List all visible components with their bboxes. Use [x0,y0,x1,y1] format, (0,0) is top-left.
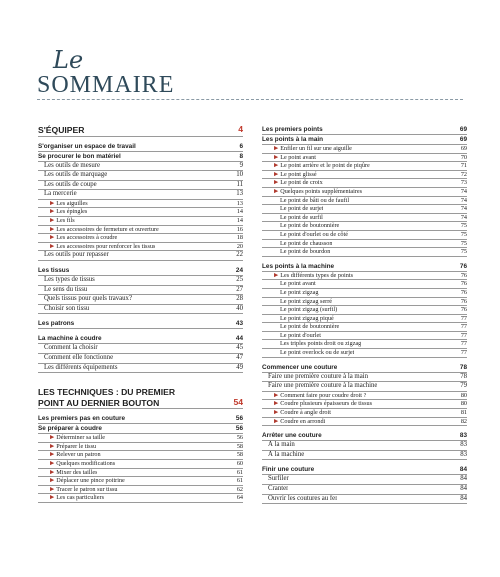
toc-entry-title: Les patrons [38,320,75,328]
toc-entry-title: Le point arrière et le point de piqûre [280,162,370,170]
toc-entry[interactable] [262,465,467,475]
toc-entry[interactable] [262,188,467,197]
toc-page-number: 49 [236,363,243,371]
toc-page-number: 74 [460,187,467,195]
toc-entry[interactable] [262,179,467,188]
bullet-arrow-icon: ▶ [50,494,55,501]
toc-entry[interactable] [262,451,467,461]
toc-entry-title: Le point de surfil [280,213,323,221]
toc-page-number: 79 [460,382,467,390]
bullet-arrow-icon: ▶ [274,162,279,169]
title-le: Le [53,46,84,74]
toc-page-number: 14 [236,208,243,216]
toc-entry-title: Cranter [268,485,289,492]
toc-entry[interactable] [38,443,243,452]
toc-entry-title: Déterminer sa taille [56,434,106,442]
toc-page-number: 8 [239,152,243,160]
bullet-arrow-icon: ▶ [50,208,55,215]
toc-entry-title: Les accessoires de fermeture et ouverture [56,225,159,233]
toc-entry[interactable] [262,373,467,383]
toc-page-number: 27 [236,285,243,293]
bullet-arrow-icon: ▶ [50,477,55,484]
toc-entry[interactable] [38,364,243,374]
toc-entry[interactable] [262,280,467,289]
toc-page-number: 76 [459,262,467,270]
toc-entry-title: Le point de bourdon [280,248,331,256]
toc-entry[interactable] [38,181,243,191]
toc-entry[interactable] [38,226,243,235]
toc-page-number: 62 [236,485,243,493]
toc-entry[interactable] [262,162,467,171]
toc-entry-title: Les différents équipements [44,363,118,371]
bullet-arrow-icon: ▶ [274,154,279,161]
toc-entry-title: La machine à coudre [38,335,102,343]
toc-entry-title: Les fils [56,217,75,225]
toc-entry[interactable] [262,332,467,341]
toc-entry-title: Le point avant [280,153,316,161]
toc-entry-title: Faire une première couture à la main [268,372,369,380]
toc-page-number: 13 [236,190,243,198]
toc-entry[interactable] [38,243,243,252]
toc-page-number: 22 [236,251,243,259]
toc-page-number: 83 [460,441,467,449]
bullet-arrow-icon: ▶ [274,418,279,425]
toc-page-number: 75 [460,239,467,247]
toc-entry[interactable] [38,162,243,172]
toc-page-number: 24 [235,267,243,275]
toc-entry-title: Le point de boutonnière [280,222,340,230]
toc-page-number: 82 [460,417,467,425]
dashed-divider [37,99,463,100]
toc-page-number: 81 [460,409,467,417]
toc-entry[interactable] [38,414,243,424]
toc-entry[interactable] [262,363,467,373]
toc-page-number: 20 [236,242,243,250]
toc-page-number: 73 [460,179,467,187]
spacer [38,373,243,387]
toc-entry[interactable] [38,190,243,200]
toc-entry-title: Les accessoires pour renforcer les tissus [56,242,156,250]
toc-page-number: 70 [460,153,467,161]
toc-page-number: 74 [460,196,467,204]
toc-entry[interactable] [262,418,467,427]
bullet-arrow-icon: ▶ [274,171,279,178]
toc-page-number: 77 [460,349,467,357]
toc-entry[interactable] [262,197,467,206]
toc-entry-title: Coudre plusieurs épaisseurs de tissus [280,400,373,408]
toc-entry-title: Tracer le patron sur tissu [56,485,118,493]
toc-entry[interactable] [38,208,243,217]
toc-entry[interactable] [262,340,467,349]
toc-page-number: 76 [460,297,467,305]
toc-entry-title: Les cas particuliers [56,494,104,502]
toc-entry-title: Relever un patron [56,451,101,459]
toc-entry[interactable] [38,266,243,276]
toc-part-heading[interactable] [38,387,243,409]
toc-entry[interactable] [262,231,467,240]
toc-page-number: 9 [239,161,243,169]
toc-entry[interactable] [38,344,243,354]
toc-entry[interactable] [262,306,467,315]
bullet-arrow-icon: ▶ [50,486,55,493]
toc-entry[interactable] [262,409,467,418]
bullet-arrow-icon: ▶ [50,460,55,467]
toc-entry[interactable] [38,424,243,434]
toc-page-number: 76 [460,306,467,314]
toc-entry-title: Le point de boutonnière [280,323,340,331]
toc-entry[interactable] [38,217,243,226]
toc-page-number: 74 [460,205,467,213]
toc-entry[interactable] [262,441,467,451]
toc-page-number: 75 [460,230,467,238]
bullet-arrow-icon: ▶ [274,409,279,416]
toc-entry-title: Mixer des tailles [56,468,98,476]
toc-entry-title: Les tissus [38,267,70,275]
toc-entry-title: Le point glissé [280,170,317,178]
toc-entry[interactable] [38,295,243,305]
toc-entry[interactable] [38,286,243,296]
toc-entry-title: Le point zigzag [280,288,319,296]
bullet-arrow-icon: ▶ [50,226,55,233]
toc-entry-title: Déplacer une pince poitrine [56,477,125,485]
toc-entry[interactable] [38,451,243,460]
toc-part-title: S'ÉQUIPER [38,125,85,135]
toc-entry-title: Les outils de coupe [44,180,97,188]
toc-entry-title: Coudre en arrondi [280,417,326,425]
toc-entry-title: Le point avant [280,280,316,288]
toc-entry[interactable] [262,349,467,358]
toc-entry-title: Le point d'ourlet ou de côté [280,230,348,238]
toc-entry-title: La mercerie [44,190,77,198]
toc-entry-title: Les épingles [56,208,88,216]
toc-entry[interactable] [262,495,467,505]
toc-entry-title: Les aiguilles [56,199,88,207]
toc-entry-title: Les différents types de points [280,271,353,279]
bullet-arrow-icon: ▶ [274,392,279,399]
toc-page-number: 84 [460,494,467,502]
toc-entry[interactable] [38,354,243,364]
toc-entry-title: Préparer le tissu [56,442,97,450]
toc-entry[interactable] [262,154,467,163]
toc-entry-title: Quelques points supplémentaires [280,187,363,195]
toc-page-number: 16 [236,225,243,233]
toc-page-number: 78 [460,372,467,380]
toc-entry[interactable] [38,469,243,478]
toc-page-number: 84 [460,475,467,483]
toc-entry-title: Le point zigzag serré [280,297,333,305]
toc-entry-title: Les outils de mesure [44,161,101,169]
toc-page-number: 13 [236,199,243,207]
toc-page-number: 10 [236,171,243,179]
toc-page-number: 58 [236,442,243,450]
bullet-arrow-icon: ▶ [50,451,55,458]
toc-page-number: 56 [235,425,243,433]
toc-entry-title: Coudre à angle droit [280,409,331,417]
toc-entry-title: Le point overlock ou de surjet [280,349,355,357]
toc-entry[interactable] [262,205,467,214]
toc-entry-title: Les triples points droit ou zigzag [280,340,362,348]
toc-entry-title: Les points à la main [262,136,324,143]
toc-entry[interactable] [38,434,243,443]
toc-entry-title: Commencer une couture [262,363,338,371]
bullet-arrow-icon: ▶ [50,443,55,450]
toc-entry-title: S'organiser un espace de travail [38,142,136,150]
bullet-arrow-icon: ▶ [274,188,279,195]
toc-entry[interactable] [262,289,467,298]
toc-entry-title: Quelques modifications [56,459,116,467]
toc-entry[interactable] [38,494,243,503]
toc-entry[interactable] [262,125,467,135]
toc-page-number: 43 [235,320,243,328]
toc-page-number: 83 [459,432,467,440]
toc-entry-title: Le point zigzag (surfil) [280,306,338,314]
toc-entry[interactable] [262,135,467,145]
toc-entry[interactable] [262,222,467,231]
bullet-arrow-icon: ▶ [274,400,279,407]
toc-entry-title: Se procurer le bon matériel [38,152,121,160]
toc-page-number: 75 [460,248,467,256]
toc-entry-title: Ouvrir les coutures au fer [268,494,338,502]
toc-page-number: 69 [460,145,467,152]
toc-entry-title: Le point de chausson [280,239,333,247]
toc-entry[interactable] [262,272,467,281]
toc-entry-title: Finir une couture [262,466,315,474]
toc-page-number: 75 [460,222,467,230]
toc-page-number: 71 [460,162,467,170]
toc-entry-title: Le point d'ourlet [280,331,321,339]
toc-part-title: LES TECHNIQUES : DU PREMIER [38,387,176,398]
toc-entry-title: Comment elle fonctionne [44,354,114,361]
toc-page-number: 84 [459,466,467,474]
toc-page-number: 25 [236,276,243,284]
toc-page-number: 76 [460,271,467,279]
toc-page-number: 56 [235,415,243,423]
toc-entry-title: Les outils de marquage [44,171,108,179]
toc-page-number: 80 [460,400,467,408]
toc-page-number: 69 [459,126,467,133]
toc-entry[interactable] [38,200,243,209]
page-title [37,48,174,98]
toc-entry-title: Comment faire pour coudre droit ? [280,391,367,399]
toc-entry-title: Choisir son tissu [44,304,90,312]
toc-entry-title: Enfiler un fil sur une aiguille [280,145,352,152]
toc-page-number: 14 [236,217,243,225]
toc-entry[interactable] [38,276,243,286]
bullet-arrow-icon: ▶ [274,272,279,279]
toc-entry[interactable] [38,460,243,469]
toc-page-number: 64 [236,494,243,502]
toc-entry-title: Surfiler [268,475,289,483]
toc-page-number: 54 [233,396,243,407]
toc-page-number: 60 [236,459,243,467]
toc-page-number: 45 [236,344,243,352]
toc-page-number: 84 [460,485,467,492]
toc-entry-title: Arrêter une couture [262,432,322,440]
toc-entry[interactable] [262,240,467,249]
toc-page-number: 77 [460,340,467,348]
toc-entry-title: À la main [268,441,295,449]
toc-part-title: POINT AU DERNIER BOUTON [38,397,160,408]
toc-entry[interactable] [262,248,467,257]
toc-entry-title: Se préparer à coudre [38,425,102,433]
toc-entry[interactable] [38,334,243,344]
toc-entry-title: Le point zigzag piqué [280,314,334,322]
toc-page-number: 83 [460,450,467,458]
toc-entry[interactable] [262,298,467,307]
toc-entry[interactable] [262,485,467,495]
bullet-arrow-icon: ▶ [50,243,55,250]
toc-page-number: 40 [236,304,243,312]
toc-entry[interactable] [38,171,243,181]
toc-page-number: 80 [460,391,467,399]
toc-entry[interactable] [262,145,467,154]
toc-page-number: 77 [460,323,467,331]
toc-page-number: 77 [460,331,467,339]
toc-page-number: 61 [236,477,243,485]
toc-page-number: 11 [236,180,243,188]
toc-entry-title: Les premiers points [262,126,323,133]
toc-entry-title: Les accessoires à coudre [56,234,118,242]
bullet-arrow-icon: ▶ [274,145,279,152]
toc-page-number: 58 [236,451,243,459]
toc-entry[interactable] [262,323,467,332]
toc-page-number: 69 [459,136,467,143]
toc-page-number: 4 [238,124,243,134]
bullet-arrow-icon: ▶ [50,469,55,476]
toc-entry-title: Les types de tissus [44,276,95,284]
toc-page-number: 72 [460,170,467,178]
toc-entry-title: Le point de surjet [280,205,324,213]
toc-page-number: 76 [460,288,467,296]
toc-entry[interactable] [262,262,467,272]
bullet-arrow-icon: ▶ [50,200,55,207]
toc-page-number: 76 [460,280,467,288]
toc-entry-title: À la machine [268,450,305,458]
toc-entry[interactable] [38,486,243,495]
toc-page-number: 18 [236,234,243,242]
toc-entry-title: Les points à la machine [262,262,335,270]
toc-page-number: 61 [236,468,243,476]
toc-page-number: 77 [460,314,467,322]
toc-entry[interactable] [38,251,243,261]
toc-entry-title: Le point de bâti ou de faufil [280,196,350,204]
toc-entry[interactable] [38,319,243,329]
toc-entry-title: Comment la choisir [44,344,98,352]
toc-entry[interactable] [262,431,467,441]
toc-entry[interactable] [38,142,243,152]
toc-entry[interactable] [262,214,467,223]
toc-page-number: 44 [235,335,243,343]
toc-page-number: 6 [239,142,243,150]
bullet-arrow-icon: ▶ [50,234,55,241]
toc-page-number: 28 [236,295,243,303]
toc-right-column [262,125,467,504]
toc-part-heading[interactable] [38,125,243,137]
toc-entry-title: Les premiers pas en couture [38,415,126,423]
toc-entry-title: Les outils pour repasser [44,251,109,259]
toc-entry[interactable] [38,305,243,315]
toc-left-column [38,125,243,503]
toc-entry[interactable] [38,477,243,486]
toc-entry[interactable] [262,315,467,324]
toc-entry[interactable] [38,152,243,162]
toc-entry[interactable] [262,392,467,401]
bullet-arrow-icon: ▶ [50,434,55,441]
toc-entry[interactable] [262,400,467,409]
toc-page-number: 78 [459,363,467,371]
toc-entry[interactable] [262,475,467,485]
bullet-arrow-icon: ▶ [274,179,279,186]
toc-entry[interactable] [262,382,467,392]
toc-page-number: 56 [236,434,243,442]
toc-entry-title: Le point de croix [280,179,323,187]
toc-entry[interactable] [262,171,467,180]
bullet-arrow-icon: ▶ [50,217,55,224]
toc-entry-title: Quels tissus pour quels travaux? [44,295,132,303]
toc-entry-title: Le sens du tissu [44,285,88,293]
toc-page-number: 47 [236,354,243,361]
title-sommaire: SOMMAIRE [37,72,175,98]
toc-entry-title: Faire une première couture à la machine [268,382,378,390]
toc-page-number: 74 [460,213,467,221]
toc-entry[interactable] [38,234,243,243]
